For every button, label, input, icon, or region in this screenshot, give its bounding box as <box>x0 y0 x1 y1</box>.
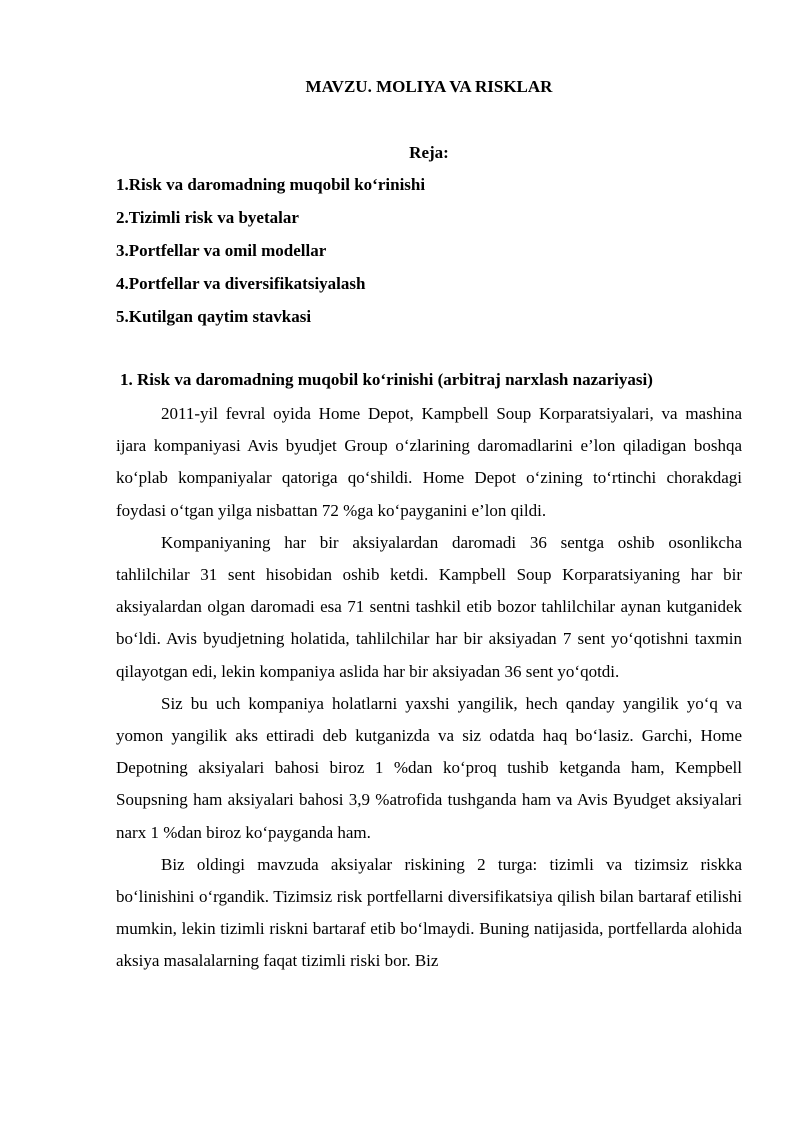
plan-list <box>116 174 756 339</box>
paragraph-4: Biz oldingi mavzuda aksiyalar riskining 2 turga: tizimli va tizimsiz riskka bo‘linishini o‘rgandik. Tizimsiz risk portfellarni diversifikatsiya qilish bilan bartaraf etilishi mumkin, lekin tizimli riskni bartaraf etib bo‘lmaydi. Buning natijasida, portfellarda alohida aksiya masalalarning faqat tizimli riski bor. Biz <box>116 854 742 971</box>
plan-heading: Reja: <box>409 143 449 162</box>
plan-item-5: 5.Kutilgan qaytim stavkasi <box>116 307 312 326</box>
paragraph-2: Kompaniyaning har bir aksiyalardan daromadi 36 sentga oshib osonlikcha tahlilchilar 31 sent hisobidan oshib ketdi. Kampbell Soup Korparatsiyaning har bir aksiyalardan olgan daromadi esa 71 sentni tashkil etib bozor tahlilchilar aynan kutganidek bo‘ldi. Avis byudjetning holatida, tahlilchilar har bir aksiyadan 7 sent yo‘qotishni taxmin qilayotgan edi, lekin kompaniya aslida har bir aksiyadan 36 sent yo‘qotdi. <box>116 532 742 681</box>
paragraph-3: Siz bu uch kompaniya holatlarni yaxshi yangilik, hech qanday yangilik yo‘q va yomon yangilik aks ettiradi deb kutganizda va siz odatda haq bo‘lasiz. Garchi, Home Depotning aksiyalari bahosi biroz 1 %dan ko‘proq tushib ketganda ham, Kempbell Soupsning ham aksiyalari bahosi 3,9 %atrofida tushganda ham va Avis Byudget aksiyalari narx 1 %dan biroz ko‘payganda ham. <box>116 693 742 842</box>
body-text <box>116 398 742 978</box>
paragraph-1: 2011-yil fevral oyida Home Depot, Kampbell Soup Korparatsiyalari, va mashina ijara kompaniyasi Avis byudjet Group o‘zlarining daromadlarini e’lon qiladigan boshqa ko‘plab kompaniyalar qatoriga qo‘shildi. Home Depot o‘zining to‘rtinchi chorakdagi foydasi o‘tgan yilga nisbattan 72 %ga ko‘payganini e’lon qildi. <box>116 404 742 520</box>
plan-item-2: 2.Tizimli risk va byetalar <box>116 208 299 227</box>
plan-item-1: 1.Risk va daromadning muqobil ko‘rinishi <box>116 175 426 194</box>
plan-item-4: 4.Portfellar va diversifikatsiyalash <box>116 274 366 293</box>
plan-item-3: 3.Portfellar va omil modellar <box>116 241 327 260</box>
section-heading: 1. Risk va daromadning muqobil ko‘rinishi (arbitraj narxlash nazariyasi) <box>120 370 653 389</box>
document-title: MAVZU. MOLIYA VA RISKLAR <box>305 77 553 96</box>
